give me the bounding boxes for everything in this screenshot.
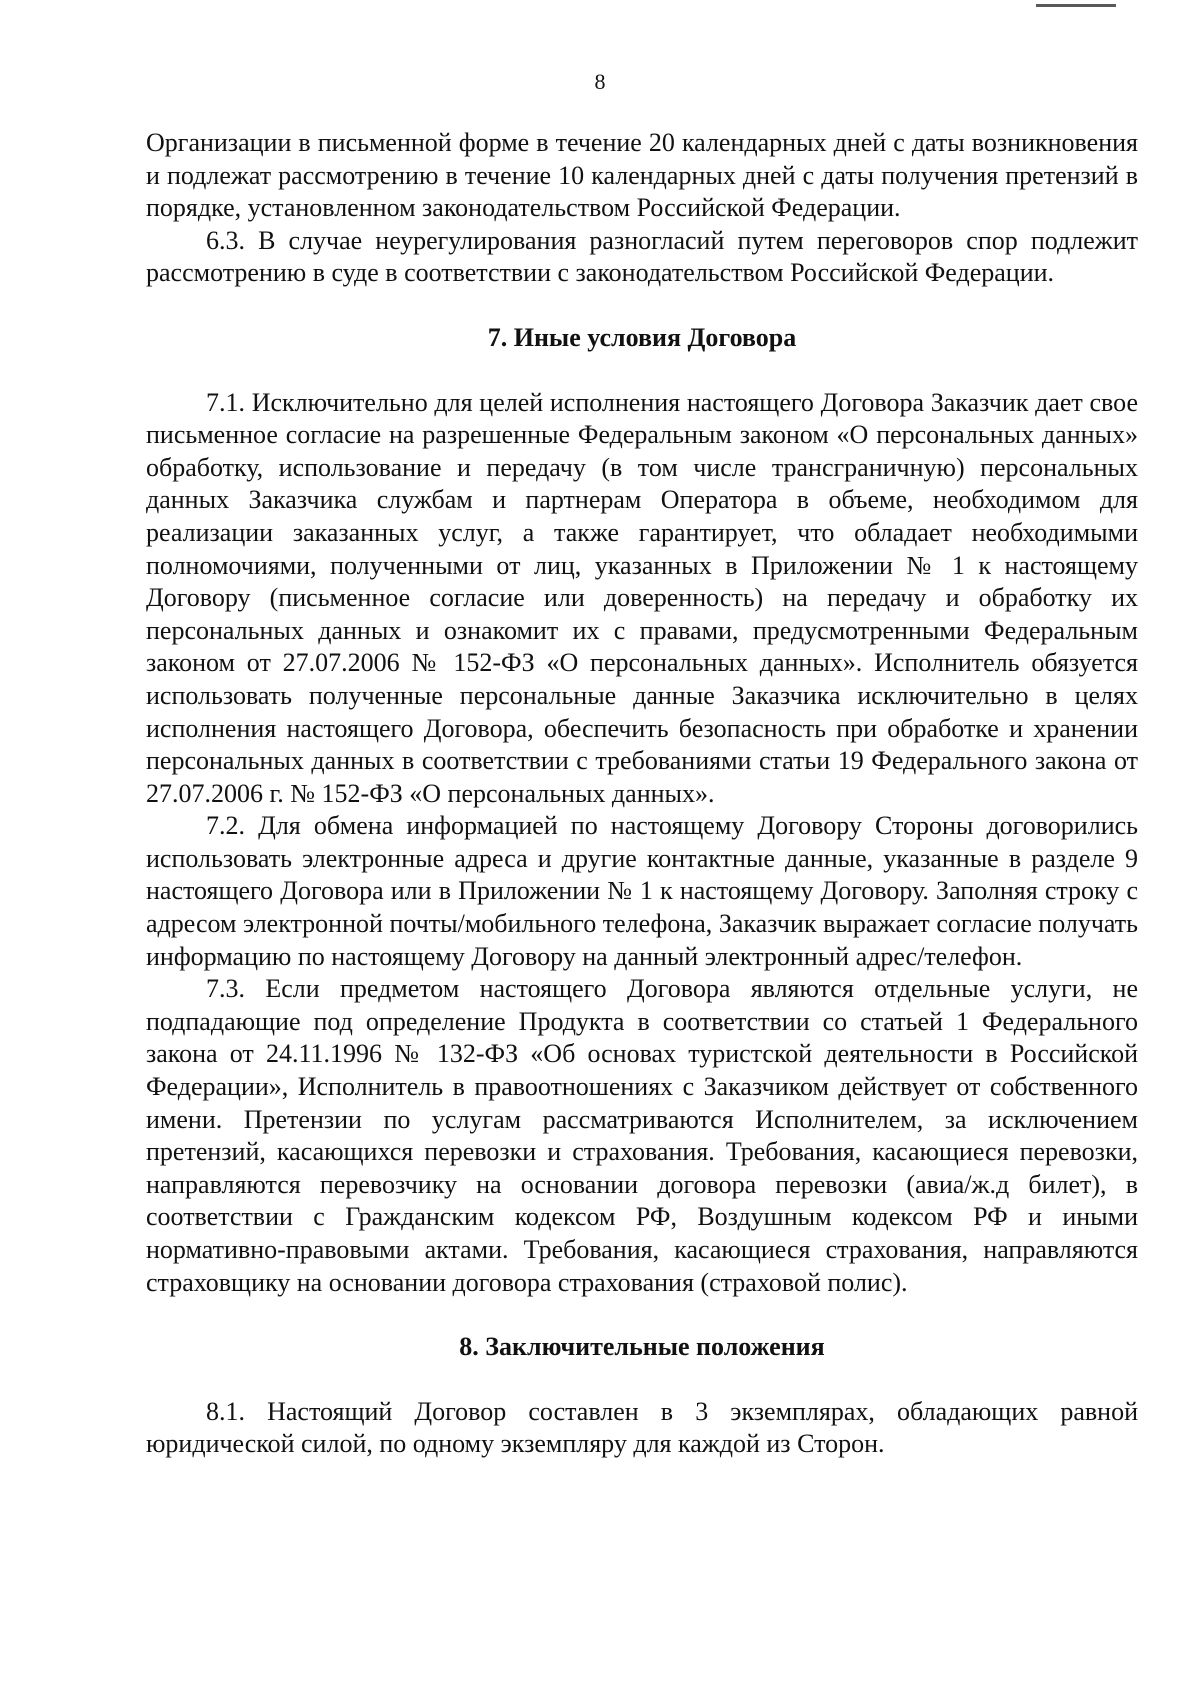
document-body xyxy=(146,127,1138,1461)
section-8-heading: 8. Заключительные положения xyxy=(459,1332,825,1362)
section6-continuation-paragraph: Организации в письменной форме в течение 20 календарных дней с даты возникновения и подлежат рассмотрению в течение 10 календарных дней с даты получения претензий в порядке, установленном законодательством Российской Федерации. xyxy=(146,128,1138,223)
page-number: 8 xyxy=(594,69,606,94)
scan-edge-mark xyxy=(1036,4,1116,7)
section-7-heading: 7. Иные условия Договора xyxy=(487,322,797,352)
clause-7-2: 7.2. Для обмена информацией по настоящему Договору Стороны договорились использовать электронные адреса и другие контактные данные, указанные в разделе 9 настоящего Договора или в Приложении № 1 к настоящему Договору. Заполняя строку с адресом электронной почты/мобильного телефона, Заказчик выражает согласие получать информацию по настоящему Договору на данный электронный адрес/телефон. xyxy=(146,811,1138,971)
clause-8-1: 8.1. Настоящий Договор составлен в 3 экземплярах, обладающих равной юридической силой, по одному экземпляру для каждой из Сторон. xyxy=(146,1396,1138,1459)
clause-7-1: 7.1. Исключительно для целей исполнения настоящего Договора Заказчик дает свое письменное согласие на разрешенные Федеральным законом «О персональных данных» обработку, использование и передачу (в том числе трансграничную) персональных данных Заказчика службам и партнерам Оператора в объеме, необходимом для реализации заказанных услуг, а также гарантирует, что обладает необходимыми полномочиями, полученными от лиц, указанных в Приложении № 1 к настоящему Договору (письменное согласие или доверенность) на передачу и обработку их персональных данных и ознакомит их с правами, предусмотренными Федеральным законом от 27.07.2006 № 152-ФЗ «О персональных данных». Исполнитель обязуется использовать полученные персональные данные Заказчика исключительно в целях исполнения настоящего Договора, обеспечить безопасность при обработке и хранении персональных данных в соответствии с требованиями статьи 19 Федерального закона от 27.07.2006 г. № 152-ФЗ «О персональных данных». xyxy=(146,387,1138,808)
clause-6-3: 6.3. В случае неурегулирования разногласий путем переговоров спор подлежит рассмотрению в суде в соответствии с законодательством Российской Федерации. xyxy=(146,225,1138,288)
clause-7-3: 7.3. Если предметом настоящего Договора являются отдельные услуги, не подпадающие под определение Продукта в соответствии со статьей 1 Федерального закона от 24.11.1996 № 132-ФЗ «Об основах туристской деятельности в Российской Федерации», Исполнитель в правоотношениях с Заказчиком действует от собственного имени. Претензии по услугам рассматриваются Исполнителем, за исключением претензий, касающихся перевозки и страхования. Требования, касающиеся перевозки, направляются перевозчику на основании договора перевозки (авиа/ж.д билет), в соответствии с Гражданским кодексом РФ, Воздушным кодексом РФ и иными нормативно-правовыми актами. Требования, касающиеся страхования, направляются страховщику на основании договора страхования (страховой полис). xyxy=(146,974,1138,1297)
